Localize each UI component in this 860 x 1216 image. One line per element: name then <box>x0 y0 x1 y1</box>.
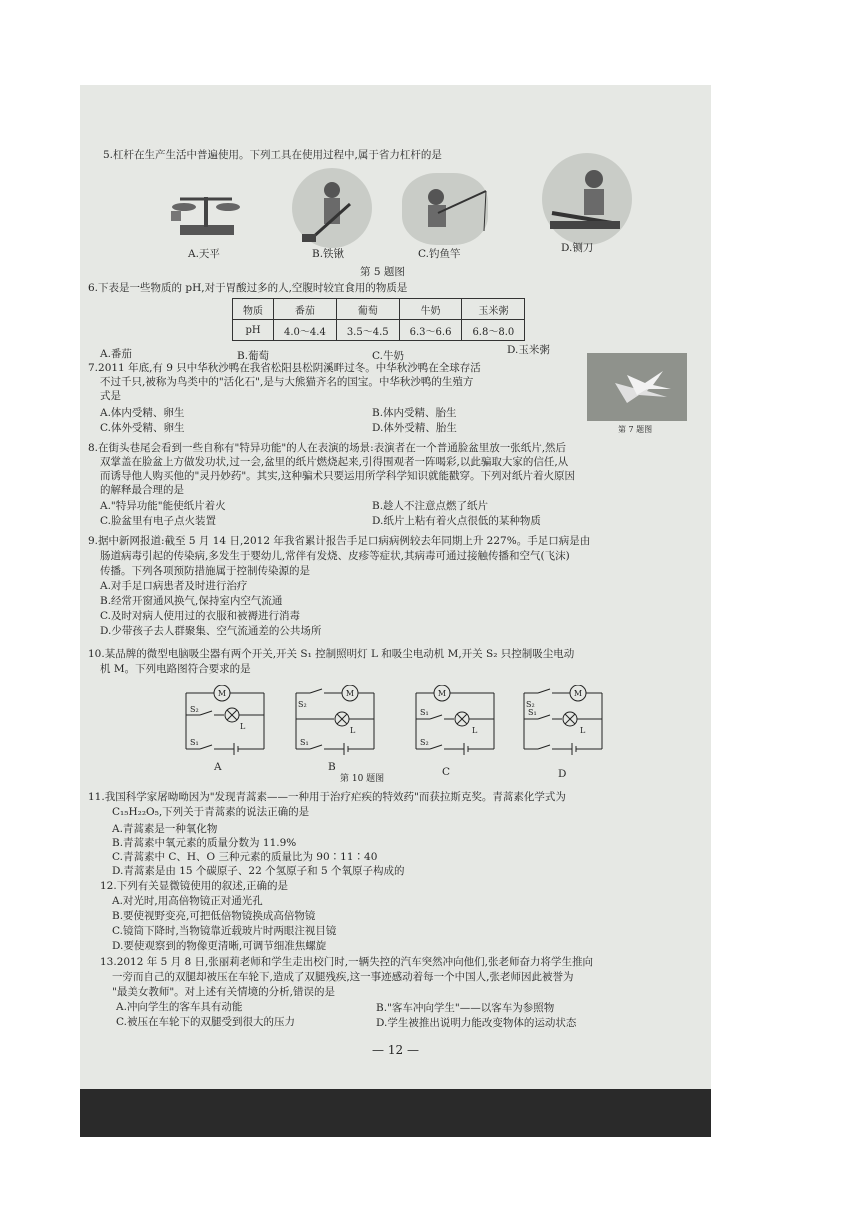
guillotine-cutter-illustration <box>542 153 632 245</box>
q9-option-a: A.对手足口病患者及时进行治疗 <box>100 580 248 592</box>
motor-symbol-b: M <box>345 689 355 698</box>
lamp-label-b: L <box>350 726 356 735</box>
q11-line-1: 11.我国科学家屠呦呦因为"发现青蒿素——一种用于治疗疟疾的特效药"而获拉斯克奖。青蒿素化学式为 <box>88 791 566 803</box>
q8-line-1: 8.在街头巷尾会看到一些自称有"特异功能"的人在表演的场景:表演者在一个普通脸盆里放一张纸片,然后 <box>88 442 567 454</box>
q13-option-b: B."客车冲向学生"——以客车为参照物 <box>376 1002 555 1014</box>
mergansers-photo <box>587 353 687 421</box>
q12-stem: 12.下列有关显微镜使用的叙述,正确的是 <box>100 880 289 892</box>
table-cell: 6.3～6.6 <box>399 320 462 341</box>
q13-line-2: 一旁而自己的双腿却被压在车轮下,造成了双腿残疾,这一事迹感动着每一个中国人,张老师因此被誉为 <box>112 971 574 983</box>
q7-caption: 第 7 题图 <box>618 425 653 434</box>
q5-option-b: B.铁锹 <box>312 248 345 260</box>
switch-label-c-s2: S₂ <box>420 738 429 747</box>
ph-table <box>232 298 525 341</box>
circuit-label-c: C <box>442 766 451 778</box>
circuit-diagram-d <box>516 685 608 765</box>
q13-line-1: 13.2012 年 5 月 8 日,张丽莉老师和学生走出校门时,一辆失控的汽车突然冲向他们,张老师奋力将学生推向 <box>100 956 593 968</box>
dark-scan-edge <box>80 1089 711 1137</box>
q6-option-b: B.葡萄 <box>237 350 270 362</box>
lamp-label-a: L <box>240 722 246 731</box>
q11-option-d: D.青蒿素是由 15 个碳原子、22 个氢原子和 5 个氧原子构成的 <box>112 865 405 877</box>
motor-symbol-c: M <box>437 689 447 698</box>
q11-option-b: B.青蒿素中氧元素的质量分数为 11.9% <box>112 837 297 849</box>
q12-option-c: C.镜筒下降时,当物镜靠近载玻片时两眼注视目镜 <box>112 925 337 937</box>
q5-option-d: D.铡刀 <box>561 242 594 254</box>
q12-option-d: D.要使观察到的物像更清晰,可调节细准焦螺旋 <box>112 940 327 952</box>
circuit-label-a: A <box>214 761 222 773</box>
q13-option-a: A.冲向学生的客车具有动能 <box>116 1001 243 1013</box>
q6-option-d: D.玉米粥 <box>507 344 550 356</box>
q8-option-c: C.脸盆里有电子点火装置 <box>100 515 216 527</box>
shovel-illustration <box>292 168 372 248</box>
circuit-diagram-b <box>288 685 380 765</box>
q10-line-2: 机 M。下列电路图符合要求的是 <box>100 663 251 675</box>
q10-line-1: 10.某品牌的微型电脑吸尘器有两个开关,开关 S₁ 控制照明灯 L 和吸尘电动机 M,开关 S₂ 只控制吸尘电动 <box>88 648 575 660</box>
circuit-diagram-a <box>178 685 270 765</box>
q7-option-a: A.体内受精、卵生 <box>100 407 185 419</box>
q9-option-d: D.少带孩子去人群聚集、空气流通差的公共场所 <box>100 625 322 637</box>
lamp-label-c: L <box>472 726 478 735</box>
q6-option-c: C.牛奶 <box>372 350 404 362</box>
q9-line-2: 肠道病毒引起的传染病,多发生于婴幼儿,常伴有发烧、皮疹等症状,其病毒可通过接触传播和空气(飞沫) <box>100 550 570 562</box>
q6-option-a: A.番茄 <box>100 348 132 360</box>
lamp-label-d: L <box>580 726 586 735</box>
balance-scale-illustration <box>166 185 246 241</box>
q12-option-b: B.要使视野变亮,可把低倍物镜换成高倍物镜 <box>112 910 316 922</box>
table-header-cell: 玉米粥 <box>462 299 525 320</box>
q9-line-3: 传播。下列各项预防措施属于控制传染源的是 <box>100 565 310 577</box>
page-number: — 12 — <box>372 1043 419 1057</box>
q10-caption: 第 10 题图 <box>340 774 385 784</box>
q7-line-3: 式是 <box>100 390 121 402</box>
q12-option-a: A.对光时,用高倍物镜正对通光孔 <box>112 895 263 907</box>
q7-option-b: B.体内受精、胎生 <box>372 407 457 419</box>
q5-option-a: A.天平 <box>188 248 220 260</box>
q9-option-b: B.经常开窗通风换气,保持室内空气流通 <box>100 595 283 607</box>
circuit-label-b: B <box>328 761 336 773</box>
exam-page <box>80 85 711 1137</box>
q8-line-4: 的解释最合理的是 <box>100 484 184 496</box>
switch-label-b-s1: S₁ <box>300 738 309 747</box>
q7-line-2: 不过千只,被称为鸟类中的"活化石",是与大熊猫齐名的国宝。中华秋沙鸭的生殖方 <box>100 376 474 388</box>
q5-stem: 5.杠杆在生产生活中普遍使用。下列工具在使用过程中,属于省力杠杆的是 <box>103 149 442 161</box>
q11-option-c: C.青蒿素中 C、H、O 三种元素的质量比为 90∶11∶40 <box>112 851 378 863</box>
table-header-cell: 牛奶 <box>399 299 462 320</box>
q9-line-1: 9.据中新网报道:截至 5 月 14 日,2012 年我省累计报告手足口病病例较去年同期上升 227%。手足口病是由 <box>88 535 591 547</box>
q5-caption: 第 5 题图 <box>360 266 405 278</box>
q9-option-c: C.及时对病人使用过的衣服和被褥进行消毒 <box>100 610 300 622</box>
switch-label-c-s1: S₁ <box>420 708 429 717</box>
q7-option-d: D.体外受精、胎生 <box>372 422 457 434</box>
q5-option-c: C.钓鱼竿 <box>418 248 461 260</box>
table-header-cell: 番茄 <box>274 299 337 320</box>
q13-line-3: "最美女教师"。对上述有关情境的分析,错误的是 <box>112 986 335 998</box>
table-cell: 6.8～8.0 <box>462 320 525 341</box>
q8-line-3: 而诱导他人购买他的"灵丹妙药"。其实,这种骗术只要运用所学科学知识就能戳穿。下列对纸片着火原因 <box>100 470 575 482</box>
q11-line-2: C₁₅H₂₂O₅,下列关于青蒿素的说法正确的是 <box>112 806 310 818</box>
motor-symbol-d: M <box>573 689 583 698</box>
q8-option-d: D.纸片上粘有着火点很低的某种物质 <box>372 515 541 527</box>
table-header-cell: 物质 <box>233 299 274 320</box>
q8-line-2: 双掌盖在脸盆上方做发功状,过一会,盆里的纸片燃烧起来,引得围观者一阵喝彩,以此骗取大家的信任,从 <box>100 456 569 468</box>
q13-option-c: C.被压在车轮下的双腿受到很大的压力 <box>116 1016 295 1028</box>
ph-table-value-row <box>233 320 525 341</box>
q6-stem: 6.下表是一些物质的 pH,对于胃酸过多的人,空腹时较宜食用的物质是 <box>88 282 408 294</box>
table-cell: 3.5～4.5 <box>336 320 399 341</box>
table-cell: pH <box>233 320 274 341</box>
table-header-cell: 葡萄 <box>336 299 399 320</box>
fishing-rod-illustration <box>402 173 488 245</box>
q11-option-a: A.青蒿素是一种氧化物 <box>112 823 218 835</box>
q7-option-c: C.体外受精、卵生 <box>100 422 185 434</box>
circuit-label-d: D <box>558 768 567 780</box>
q13-option-d: D.学生被推出说明力能改变物体的运动状态 <box>376 1017 577 1029</box>
motor-symbol-a: M <box>217 689 227 698</box>
table-cell: 4.0～4.4 <box>274 320 337 341</box>
q7-line-1: 7.2011 年底,有 9 只中华秋沙鸭在我省松阳县松阴溪畔过冬。中华秋沙鸭在全球存活 <box>88 362 481 374</box>
q8-option-a: A."特异功能"能使纸片着火 <box>100 500 226 512</box>
switch-label-a-s1: S₁ <box>190 738 199 747</box>
ph-table-header-row <box>233 299 525 320</box>
circuit-diagram-c <box>408 685 500 765</box>
q8-option-b: B.趁人不注意点燃了纸片 <box>372 500 489 512</box>
switch-label-d-s2: S₂ <box>526 700 535 709</box>
switch-label-d-s1: S₁ <box>528 708 537 717</box>
switch-label-a-s2: S₂ <box>190 705 199 714</box>
switch-label-b-s2: S₂ <box>298 700 307 709</box>
